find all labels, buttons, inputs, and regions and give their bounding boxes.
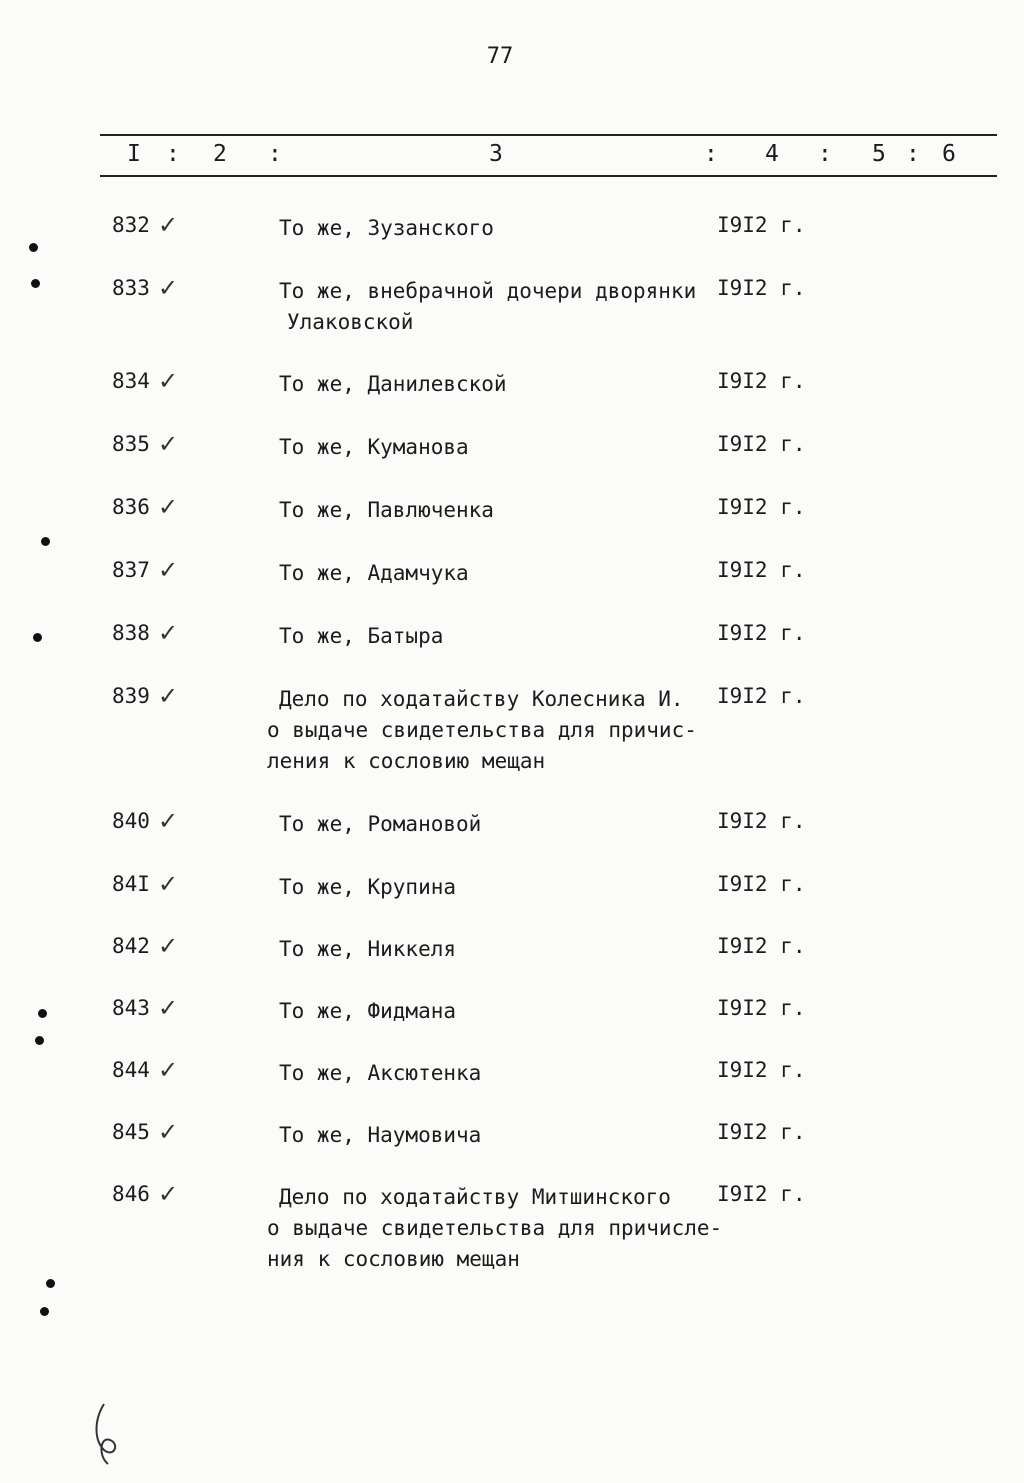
item-title-line: То же, Наумовича xyxy=(279,1123,482,1147)
item-number: 834 xyxy=(112,369,150,393)
item-title-line: То же, Крупина xyxy=(279,875,457,899)
binder-hole xyxy=(41,537,50,546)
checkmark-icon: ✓ xyxy=(158,932,179,960)
item-title-line: Дело по ходатайству Митшинского xyxy=(279,1185,671,1209)
checkmark-icon: ✓ xyxy=(158,807,179,835)
item-year: I9I2 г. xyxy=(717,1120,806,1144)
binder-hole xyxy=(31,279,40,288)
item-title xyxy=(279,934,719,965)
item-title-line: То же, Павлюченка xyxy=(279,498,494,522)
checkmark-icon: ✓ xyxy=(158,682,179,710)
checkmark-icon: ✓ xyxy=(158,211,179,239)
item-title-line: Дело по ходатайству Колесника И. xyxy=(279,687,684,711)
item-title xyxy=(279,621,719,652)
col-header-5: 5 xyxy=(872,141,886,167)
page-number: 77 xyxy=(486,44,514,69)
binder-hole xyxy=(33,633,42,642)
item-title xyxy=(279,495,719,526)
checkmark-icon: ✓ xyxy=(158,556,179,584)
item-number: 832 xyxy=(112,213,150,237)
item-title-line: о выдаче свидетельства для причис- xyxy=(267,718,697,742)
item-year: I9I2 г. xyxy=(717,1058,806,1082)
item-title-line: То же, Никкеля xyxy=(279,937,457,961)
item-title xyxy=(267,684,719,777)
item-title-line: То же, Романовой xyxy=(279,812,482,836)
item-year: I9I2 г. xyxy=(717,809,806,833)
checkmark-icon: ✓ xyxy=(158,1180,179,1208)
col-header-2: 2 xyxy=(213,141,227,167)
item-title-line: ния к сословию мещан xyxy=(267,1247,520,1271)
item-year: I9I2 г. xyxy=(717,369,806,393)
checkmark-icon: ✓ xyxy=(158,493,179,521)
handwritten-mark-icon xyxy=(90,1400,130,1470)
header-rule-top xyxy=(100,134,997,136)
item-title xyxy=(279,809,719,840)
item-title xyxy=(279,276,719,338)
item-title-line: То же, Аксютенка xyxy=(279,1061,482,1085)
item-title xyxy=(279,996,719,1027)
col-separator: : xyxy=(818,141,832,167)
item-title xyxy=(279,369,719,400)
item-year: I9I2 г. xyxy=(717,872,806,896)
item-title-line: То же, Зузанского xyxy=(279,216,494,240)
col-header-3: 3 xyxy=(489,141,503,167)
item-number: 837 xyxy=(112,558,150,582)
checkmark-icon: ✓ xyxy=(158,1118,179,1146)
item-title xyxy=(279,558,719,589)
header-rule-bottom xyxy=(100,175,997,177)
item-title-line: То же, внебрачной дочери дворянки xyxy=(279,279,697,303)
item-title-line: То же, Куманова xyxy=(279,435,469,459)
item-title xyxy=(267,1182,723,1275)
item-title-line: То же, Фидмана xyxy=(279,999,457,1023)
binder-hole xyxy=(38,1009,47,1018)
binder-hole xyxy=(40,1307,49,1316)
item-year: I9I2 г. xyxy=(717,495,806,519)
item-year: I9I2 г. xyxy=(717,621,806,645)
item-year: I9I2 г. xyxy=(717,276,806,300)
item-number: 843 xyxy=(112,996,150,1020)
item-number: 842 xyxy=(112,934,150,958)
item-number: 84I xyxy=(112,872,150,896)
checkmark-icon: ✓ xyxy=(158,367,179,395)
binder-hole xyxy=(46,1279,55,1288)
item-number: 833 xyxy=(112,276,150,300)
item-title xyxy=(279,1058,719,1089)
item-year: I9I2 г. xyxy=(717,213,806,237)
col-separator: : xyxy=(704,141,718,167)
item-number: 844 xyxy=(112,1058,150,1082)
item-number: 846 xyxy=(112,1182,150,1206)
binder-hole xyxy=(29,243,38,252)
checkmark-icon: ✓ xyxy=(158,619,179,647)
item-number: 845 xyxy=(112,1120,150,1144)
col-separator: : xyxy=(166,141,180,167)
item-year: I9I2 г. xyxy=(717,1182,806,1206)
item-number: 839 xyxy=(112,684,150,708)
checkmark-icon: ✓ xyxy=(158,274,179,302)
item-title xyxy=(279,213,719,244)
item-title-line: ления к сословию мещан xyxy=(267,749,546,773)
col-header-4: 4 xyxy=(765,141,779,167)
item-title xyxy=(279,872,719,903)
checkmark-icon: ✓ xyxy=(158,870,179,898)
checkmark-icon: ✓ xyxy=(158,1056,179,1084)
item-title xyxy=(279,432,719,463)
item-title-line: Улаковской xyxy=(287,310,414,334)
item-year: I9I2 г. xyxy=(717,934,806,958)
item-number: 838 xyxy=(112,621,150,645)
item-title xyxy=(279,1120,719,1151)
item-title-line: То же, Данилевской xyxy=(279,372,507,396)
item-number: 835 xyxy=(112,432,150,456)
col-separator: : xyxy=(268,141,282,167)
item-number: 836 xyxy=(112,495,150,519)
item-title-line: То же, Батыра xyxy=(279,624,444,648)
binder-hole xyxy=(35,1036,44,1045)
item-number: 840 xyxy=(112,809,150,833)
item-year: I9I2 г. xyxy=(717,996,806,1020)
item-title-line: о выдаче свидетельства для причисле- xyxy=(267,1216,723,1240)
item-year: I9I2 г. xyxy=(717,432,806,456)
item-title-line: То же, Адамчука xyxy=(279,561,469,585)
checkmark-icon: ✓ xyxy=(158,994,179,1022)
col-header-1: I xyxy=(127,141,141,167)
col-header-6: 6 xyxy=(942,141,956,167)
item-year: I9I2 г. xyxy=(717,558,806,582)
col-separator: : xyxy=(906,141,920,167)
item-year: I9I2 г. xyxy=(717,684,806,708)
checkmark-icon: ✓ xyxy=(158,430,179,458)
